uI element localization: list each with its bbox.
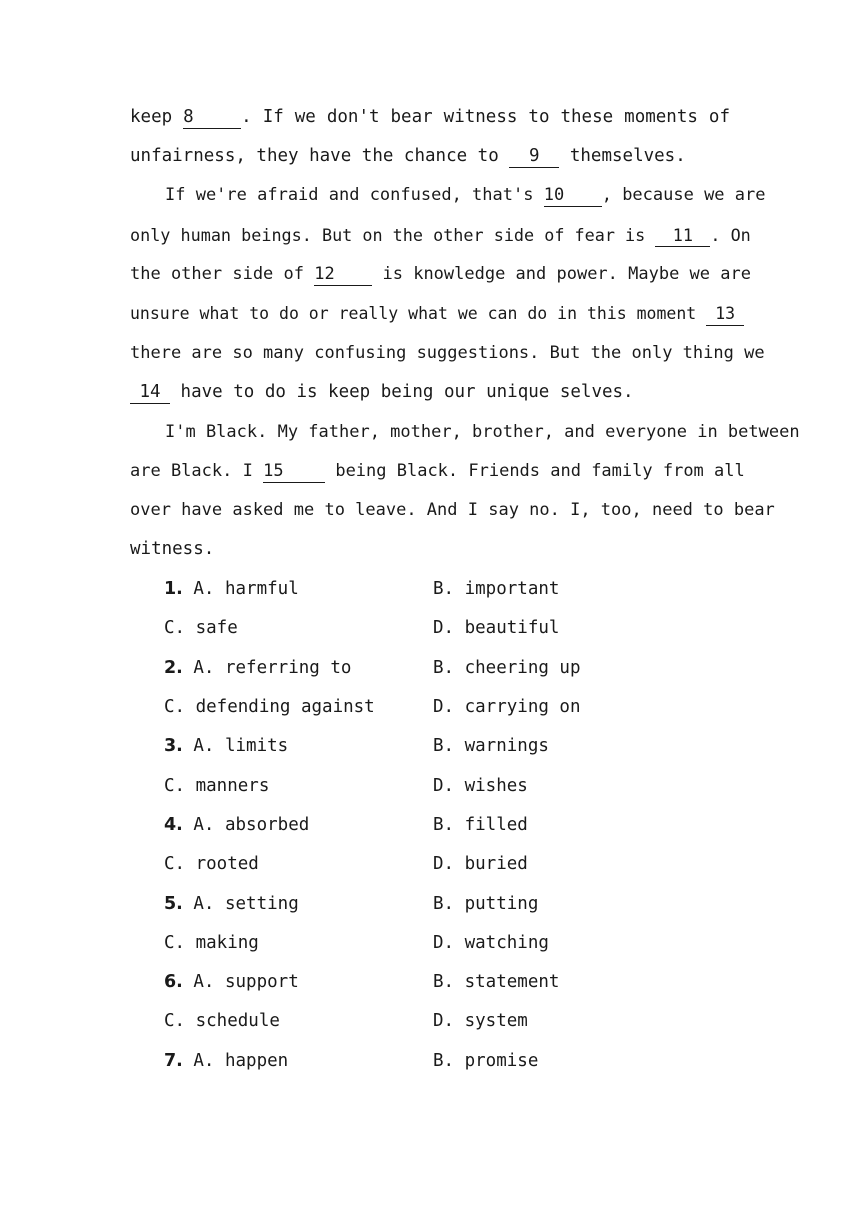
option-a: A. limits	[193, 736, 289, 756]
option-d: D. wishes	[433, 776, 528, 796]
option-a: A. happen	[193, 1051, 289, 1071]
passage-text: there are so many confusing suggestions. But the only thing we	[130, 343, 765, 363]
passage-text: If we're afraid and confused, that's	[165, 185, 534, 205]
option-b: B. promise	[433, 1051, 539, 1071]
passage-line	[130, 530, 730, 569]
question-number: 2.	[164, 658, 183, 678]
passage-text: the other side of	[130, 264, 304, 284]
answer-blank: 15	[263, 460, 325, 483]
passage-line	[130, 491, 775, 530]
passage-text: keep	[130, 107, 173, 127]
option-a: A. referring to	[193, 658, 352, 678]
passage-line	[130, 137, 730, 176]
question-3	[164, 727, 288, 766]
answer-blank: 12	[314, 263, 372, 286]
passage-text: . On	[710, 225, 751, 245]
answer-blank: 13	[706, 303, 744, 326]
option-b: B. cheering up	[433, 658, 581, 678]
option-a: A. support	[193, 972, 299, 992]
option-c: C. safe	[164, 618, 238, 638]
option-c: C. schedule	[164, 1011, 280, 1031]
option-c: C. making	[164, 933, 259, 953]
option-a: A. absorbed	[193, 815, 310, 835]
passage-line	[165, 413, 800, 452]
passage-text: over have asked me to leave. And I say no. I, too, need to bear	[130, 500, 775, 520]
question-1	[164, 570, 299, 609]
passage-line	[130, 98, 730, 137]
option-c: C. rooted	[164, 854, 259, 874]
question-2	[164, 649, 351, 688]
passage-text: have to do is keep being our unique selves.	[180, 382, 634, 402]
option-d: D. system	[433, 1011, 528, 1031]
answer-blank: 9	[509, 145, 559, 168]
passage-line	[130, 216, 751, 255]
question-4	[164, 806, 309, 845]
option-d: D. buried	[433, 854, 528, 874]
passage-text: are Black. I	[130, 461, 253, 481]
option-b: B. filled	[433, 815, 528, 835]
answer-blank: 11	[655, 224, 710, 247]
option-b: B. putting	[433, 894, 539, 914]
passage-line	[130, 255, 751, 294]
passage-line	[130, 373, 730, 412]
option-d: D. beautiful	[433, 618, 560, 638]
question-6	[164, 963, 299, 1002]
answer-blank: 14	[130, 381, 170, 404]
answer-blank: 8	[183, 106, 241, 129]
question-number: 6.	[164, 972, 183, 992]
option-a: A. harmful	[193, 579, 299, 599]
passage-text: unsure what to do or really what we can do in this moment	[130, 304, 697, 323]
passage-line	[130, 294, 736, 333]
answer-blank: 10	[544, 184, 602, 207]
passage-line	[165, 176, 766, 215]
passage-text: is knowledge and power. Maybe we are	[382, 264, 751, 284]
question-number: 5.	[164, 894, 183, 914]
option-a: A. setting	[193, 894, 299, 914]
passage-text: . If we don't bear witness to these moments of	[241, 107, 730, 127]
option-d: D. watching	[433, 933, 549, 953]
option-b: B. statement	[433, 972, 560, 992]
question-7	[164, 1042, 288, 1081]
passage-text: I'm Black. My father, mother, brother, and everyone in between	[165, 422, 800, 442]
passage-text: being Black. Friends and family from all	[335, 461, 745, 481]
question-number: 3.	[164, 736, 183, 756]
passage-line	[130, 452, 745, 491]
passage-text: unfairness, they have the chance to	[130, 146, 499, 166]
question-5	[164, 885, 299, 924]
option-c: C. manners	[164, 776, 270, 796]
passage-text: only human beings. But on the other side of fear is	[130, 225, 646, 245]
option-c: C. defending against	[164, 697, 375, 717]
question-number: 1.	[164, 579, 183, 599]
option-b: B. warnings	[433, 736, 549, 756]
passage-text: witness.	[130, 539, 215, 559]
option-b: B. important	[433, 579, 560, 599]
question-number: 7.	[164, 1051, 183, 1071]
passage-line	[130, 334, 765, 373]
passage-text: themselves.	[569, 146, 686, 166]
option-d: D. carrying on	[433, 697, 581, 717]
question-number: 4.	[164, 815, 183, 835]
passage-text: , because we are	[601, 185, 766, 205]
